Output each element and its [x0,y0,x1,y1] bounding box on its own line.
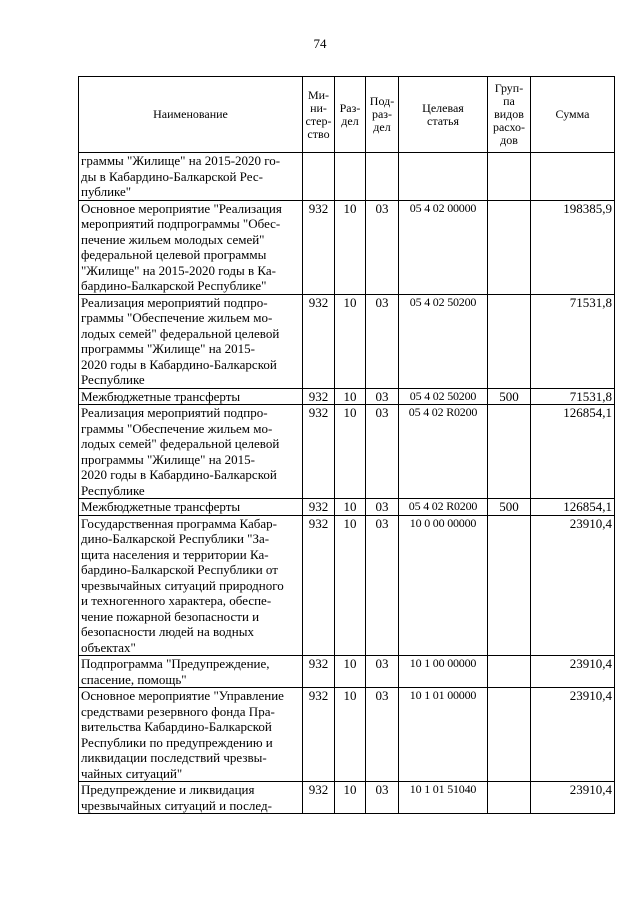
table-row [79,688,615,782]
row-group [488,200,531,294]
row-subsection: 03 [366,499,399,516]
row-name: Реализация мероприятий подпро- граммы "Обеспечение жильем мо- лодых семей" федеральной целевой программы "Жилище" на 2015- 2020 годы в Кабардино-Балкарской Республике [79,405,303,499]
row-article: 05 4 02 50200 [399,388,488,405]
row-article: 05 4 02 R0200 [399,405,488,499]
row-sum: 71531,8 [531,294,615,388]
header-article: Целевая статья [399,77,488,153]
row-section: 10 [335,294,366,388]
table-row [79,153,615,201]
row-group: 500 [488,499,531,516]
row-subsection: 03 [366,656,399,688]
row-subsection: 03 [366,515,399,656]
row-sum: 23910,4 [531,782,615,814]
row-ministry: 932 [303,388,335,405]
row-group [488,782,531,814]
row-group [488,294,531,388]
table-body [79,153,615,814]
header-ministry: Ми- ни- стер- ство [303,77,335,153]
row-sum: 198385,9 [531,200,615,294]
row-subsection: 03 [366,405,399,499]
row-sum: 71531,8 [531,388,615,405]
row-name: Межбюджетные трансферты [79,499,303,516]
row-article [399,153,488,201]
row-name: граммы "Жилище" на 2015-2020 го- ды в Кабардино-Балкарской Рес- публике" [79,153,303,201]
row-sum [531,153,615,201]
row-ministry: 932 [303,405,335,499]
row-subsection: 03 [366,782,399,814]
row-ministry: 932 [303,515,335,656]
header-name: Наименование [79,77,303,153]
header-section: Раз- дел [335,77,366,153]
row-group: 500 [488,388,531,405]
row-article: 05 4 02 00000 [399,200,488,294]
table-row [79,388,615,405]
row-article: 10 0 00 00000 [399,515,488,656]
table-row [79,405,615,499]
row-name: Межбюджетные трансферты [79,388,303,405]
row-subsection [366,153,399,201]
row-article: 10 1 01 51040 [399,782,488,814]
row-section: 10 [335,656,366,688]
row-sum: 23910,4 [531,688,615,782]
row-section: 10 [335,405,366,499]
row-group [488,405,531,499]
row-name: Государственная программа Кабар- дино-Балкарской Республики "За- щита населения и территории Ка- бардино-Балкарской Республики от чрезвычайных ситуаций природного и техногенного характера, обеспе- чение пожарной безопасности и безопасности людей на водных объектах" [79,515,303,656]
row-group [488,688,531,782]
row-sum: 126854,1 [531,499,615,516]
row-name: Предупреждение и ликвидация чрезвычайных ситуаций и послед- [79,782,303,814]
row-section: 10 [335,515,366,656]
table-row [79,782,615,814]
row-subsection: 03 [366,294,399,388]
row-section: 10 [335,688,366,782]
table-row [79,200,615,294]
row-ministry [303,153,335,201]
row-name: Основное мероприятие "Реализация мероприятий подпрограммы "Обес- печение жильем молодых семей" федеральной целевой программы "Жилище" на 2015-2020 годы в Ка- бардино-Балкарской Республике" [79,200,303,294]
page-number: 74 [313,36,327,51]
table-row [79,294,615,388]
budget-table [78,76,615,814]
table-header-row [79,77,615,153]
row-section [335,153,366,201]
row-ministry: 932 [303,688,335,782]
row-section: 10 [335,200,366,294]
row-section: 10 [335,499,366,516]
row-ministry: 932 [303,656,335,688]
row-subsection: 03 [366,688,399,782]
table-row [79,515,615,656]
row-group [488,515,531,656]
row-article: 10 1 00 00000 [399,656,488,688]
row-section: 10 [335,388,366,405]
header-sum: Сумма [531,77,615,153]
row-sum: 126854,1 [531,405,615,499]
header-group: Груп- па видов расхо- дов [488,77,531,153]
row-sum: 23910,4 [531,656,615,688]
header-subsection: Под- раз- дел [366,77,399,153]
row-sum: 23910,4 [531,515,615,656]
row-name: Основное мероприятие "Управление средствами резервного фонда Пра- вительства Кабардино-Балкарской Республики по предупреждению и ликвидации последствий чрезвы- чайных ситуаций" [79,688,303,782]
row-subsection: 03 [366,388,399,405]
row-group [488,153,531,201]
row-ministry: 932 [303,294,335,388]
row-article: 05 4 02 50200 [399,294,488,388]
row-article: 10 1 01 00000 [399,688,488,782]
table-row [79,499,615,516]
row-section: 10 [335,782,366,814]
row-subsection: 03 [366,200,399,294]
row-group [488,656,531,688]
row-ministry: 932 [303,782,335,814]
row-name: Подпрограмма "Предупреждение, спасение, помощь" [79,656,303,688]
row-name: Реализация мероприятий подпро- граммы "Обеспечение жильем мо- лодых семей" федеральной целевой программы "Жилище" на 2015- 2020 годы в Кабардино-Балкарской Республике [79,294,303,388]
row-ministry: 932 [303,499,335,516]
row-ministry: 932 [303,200,335,294]
table-row [79,656,615,688]
row-article: 05 4 02 R0200 [399,499,488,516]
